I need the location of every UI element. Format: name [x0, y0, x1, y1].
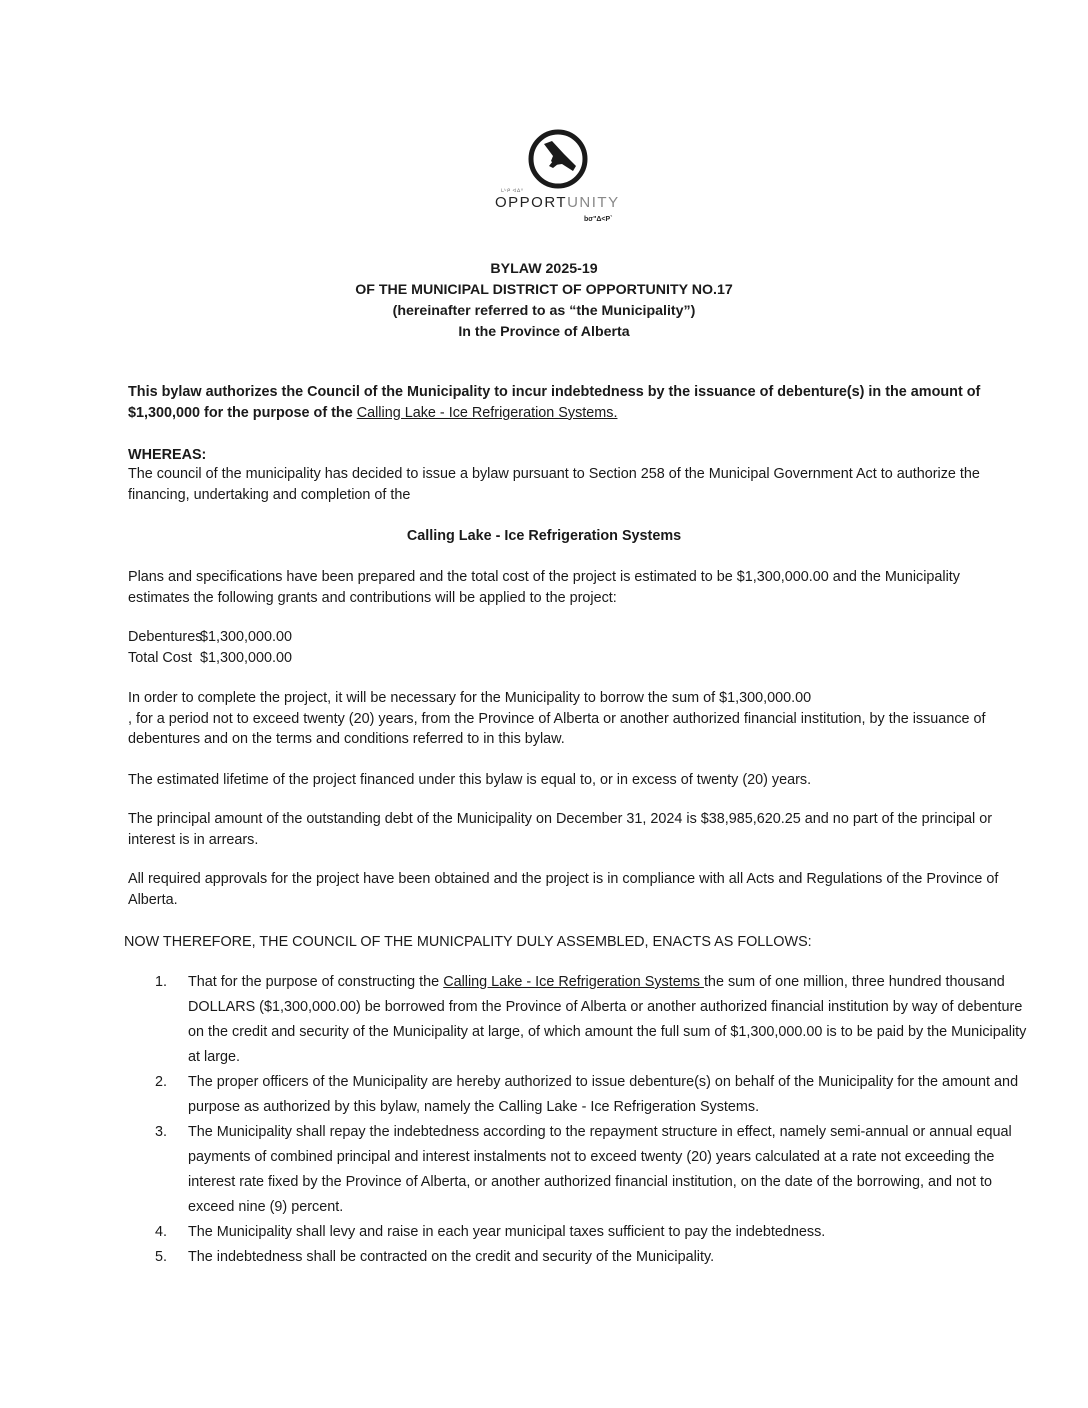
clause-number: 4.: [155, 1224, 168, 1240]
clause-text: The Municipality shall levy and raise in each year municipal taxes sufficient to pay the indebtedness.: [188, 1224, 826, 1240]
borrow-line-1: In order to complete the project, it will be necessary for the Municipality to borrow the sum of $1,300,000.00: [128, 690, 812, 706]
clause-number: 1.: [155, 974, 168, 990]
clause-text: The proper officers of the Municipality are hereby authorized to issue debenture(s) on behalf of the Municipality for the amount and purpose as authorized by this bylaw, namely the Calling Lake - Ice Refrigeration Systems.: [188, 1074, 1019, 1115]
financing-amount: $1,300,000.00: [200, 650, 293, 666]
clause-text: The indebtedness shall be contracted on the credit and security of the Municipality.: [188, 1249, 715, 1265]
debt-paragraph: The principal amount of the outstanding debt of the Municipality on December 31, 2024 is $38,985,620.25 and no part of the principal or interest is in arrears.: [128, 811, 993, 848]
borrow-paragraph: [128, 688, 1008, 750]
clause-2: [150, 1070, 1030, 1120]
clause-text: That for the purpose of constructing the: [188, 974, 444, 990]
lifetime-paragraph: The estimated lifetime of the project financed under this bylaw is equal to, or in excess of twenty (20) years.: [128, 772, 812, 788]
clause-4: [150, 1220, 1030, 1245]
logo-wordmark: [495, 194, 620, 211]
logo-wordmark-dark: OPPORT: [495, 194, 568, 211]
project-title-centered: Calling Lake - Ice Refrigeration Systems: [406, 528, 682, 544]
financing-row-total: [128, 648, 292, 669]
bylaw-clauses-list: [150, 970, 1030, 1270]
municipality-alias: (hereinafter referred to as “the Municipality”): [392, 303, 696, 319]
clause-number: 3.: [155, 1124, 168, 1140]
whereas-paragraph: The council of the municipality has decided to issue a bylaw pursuant to Section 258 of the Municipal Government Act to authorize the financing, undertaking and completion of the: [128, 466, 980, 503]
financing-label: Total Cost: [128, 650, 192, 666]
clause-text: the sum of one million, three hundred thousand DOLLARS ($1,300,000.00) be borrowed from the Province of Alberta or another authorized financial institution by way of debenture on the credit and security of the Municipality at large, of which amount the full sum of $1,300,000.00 is to be paid by the Municipality at large.: [188, 974, 1027, 1065]
clause-3: [150, 1120, 1030, 1220]
approvals-paragraph: All required approvals for the project have been obtained and the project is in compliance with all Acts and Regulations of the Province of Alberta.: [128, 871, 999, 908]
province-line: In the Province of Alberta: [458, 324, 630, 340]
bylaw-title-block: [0, 259, 1088, 343]
financing-label: Debentures: [128, 629, 203, 645]
clause-text: The Municipality shall repay the indebtedness according to the repayment structure in effect, namely semi-annual or annual equal payments of combined principal and interest instalments not to exceed twenty (20) years calculated at a rate not exceeding the interest rate fixed by the Province of Alberta, or another authorized financial institution, on the date of the borrowing, and not to exceed nine (9) percent.: [188, 1124, 1012, 1215]
bylaw-purpose-statement: [128, 382, 1008, 423]
purpose-text: This bylaw authorizes the Council of the Municipality to incur indebtedness by the issuance of debenture(s) in the amount of $1,300,000 for the purpose of the: [128, 384, 981, 421]
bylaw-number: BYLAW 2025-19: [490, 261, 598, 277]
municipality-name: OF THE MUNICIPAL DISTRICT OF OPPORTUNITY NO.17: [355, 282, 733, 298]
clause-number: 5.: [155, 1249, 168, 1265]
clause-number: 2.: [155, 1074, 168, 1090]
opportunity-logo: [490, 128, 640, 233]
clause-5: [150, 1245, 1030, 1270]
plans-paragraph: Plans and specifications have been prepared and the total cost of the project is estimated to be $1,300,000.00 and the Municipality estimates the following grants and contributions will be applied to the project:: [128, 569, 961, 606]
clause-1: [150, 970, 1030, 1070]
project-name-underlined: Calling Lake - Ice Refrigeration Systems.: [356, 404, 618, 421]
logo-syllabics: bσ"Δ<P`: [584, 216, 613, 223]
whereas-heading: WHEREAS:: [128, 447, 207, 463]
logo-small-text: ᒪᒡᑭ ᐊᐃᐦ: [501, 188, 524, 194]
logo-wordmark-light: UNITY: [567, 194, 620, 211]
eagle-circle-icon: [518, 128, 598, 190]
borrow-line-2: , for a period not to exceed twenty (20) years, from the Province of Alberta or another authorized financial institution, by the issuance of debentures and on the terms and conditions referred to in this bylaw.: [128, 710, 986, 748]
project-name-underlined: Calling Lake - Ice Refrigeration Systems: [443, 974, 704, 990]
enacting-clause: NOW THEREFORE, THE COUNCIL OF THE MUNICPALITY DULY ASSEMBLED, ENACTS AS FOLLOWS:: [124, 934, 812, 950]
financing-amount: $1,300,000.00: [200, 629, 293, 645]
financing-row-debentures: [128, 627, 292, 648]
